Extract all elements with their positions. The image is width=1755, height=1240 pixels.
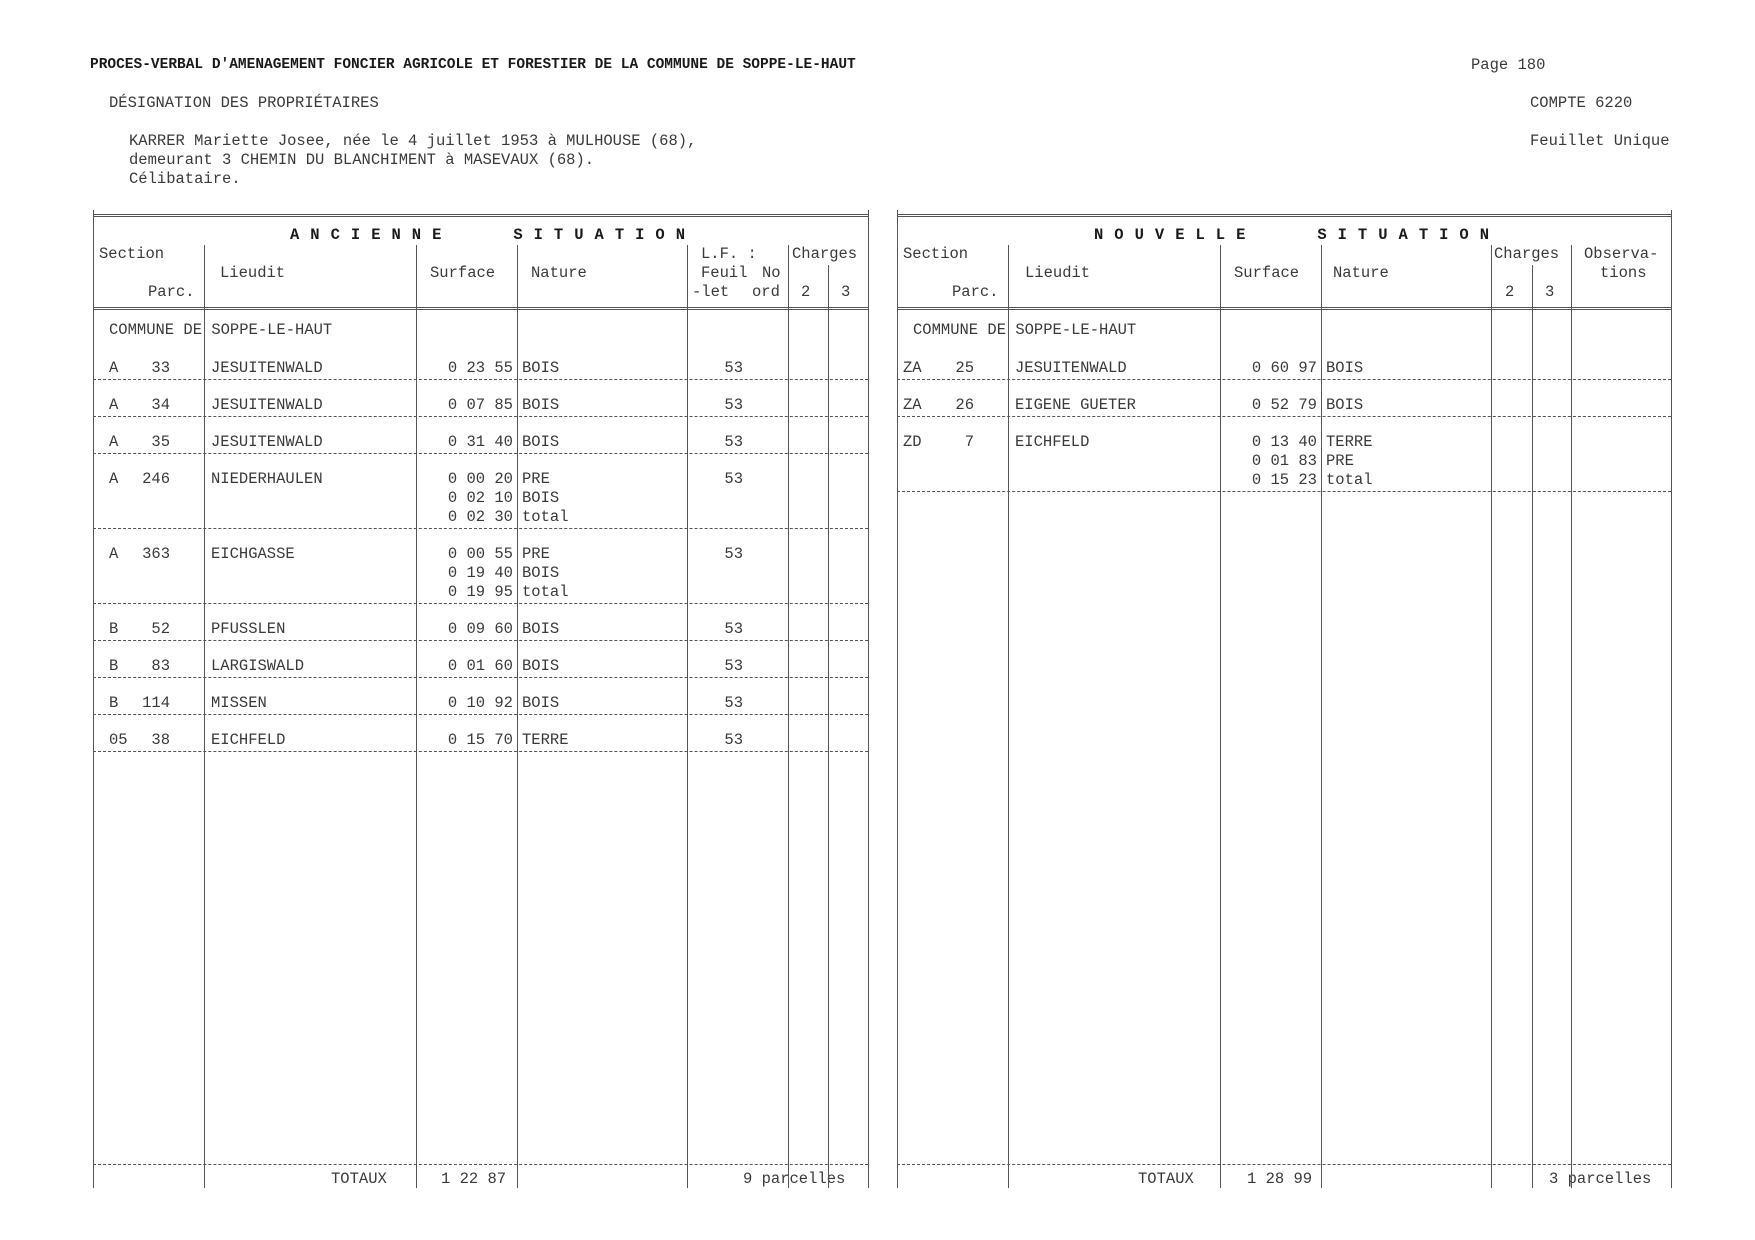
- ancienne-table-row-lieudit: PFUSSLEN: [211, 620, 286, 638]
- nouvelle-header-rule: [897, 307, 1671, 310]
- nouvelle-parc-header: Parc.: [952, 283, 999, 301]
- ancienne-col-line-3: [687, 245, 688, 1188]
- nouvelle-row-separator: [897, 491, 1671, 492]
- nouvelle-col-line-0: [1008, 245, 1009, 1188]
- ancienne-charges-header: Charges: [792, 245, 858, 263]
- feuillet-label: Feuillet Unique: [1530, 132, 1670, 150]
- page-number: Page 180: [1471, 56, 1546, 74]
- ancienne-row-separator: [93, 714, 868, 715]
- ancienne-table-row-lieudit: LARGISWALD: [211, 657, 305, 675]
- ancienne-table-row-feuillet: 53: [724, 657, 743, 675]
- nouvelle-title: NOUVELLE SITUATION: [1094, 226, 1501, 244]
- ancienne-nature-header: Nature: [531, 264, 587, 282]
- ancienne-table-row-nature: PRE: [522, 470, 550, 488]
- nouvelle-parcelles-count: 3 parcelles: [1549, 1170, 1652, 1188]
- ancienne-table-row-lieudit: EICHFELD: [211, 731, 286, 749]
- ancienne-row-separator: [93, 640, 868, 641]
- nouvelle-table-row-section: ZD: [903, 433, 922, 451]
- designation-heading: DÉSIGNATION DES PROPRIÉTAIRES: [109, 94, 379, 112]
- ancienne-table-row-surface: 0 02 30: [447, 508, 513, 526]
- nouvelle-lieudit-header: Lieudit: [1025, 264, 1091, 282]
- ancienne-table-row-nature: BOIS: [522, 564, 560, 582]
- ancienne-table-row-parc: 83: [151, 657, 170, 675]
- ancienne-table-row-surface: 0 00 55: [447, 545, 513, 563]
- nouvelle-commune: COMMUNE DE SOPPE-LE-HAUT: [913, 321, 1137, 339]
- ancienne-table-row-surface: 0 10 92: [447, 694, 513, 712]
- ancienne-table-row-nature: total: [522, 583, 569, 601]
- nouvelle-col-line-5: [1571, 245, 1572, 1188]
- nouvelle-table-row-surface: 0 52 79: [1251, 396, 1317, 414]
- ancienne-table-row-nature: BOIS: [522, 694, 560, 712]
- ancienne-ord-header: ord: [752, 283, 780, 301]
- ancienne-table-row-nature: BOIS: [522, 359, 560, 377]
- nouvelle-col-line-3: [1491, 245, 1492, 1188]
- ancienne-table-row-feuillet: 53: [724, 731, 743, 749]
- ancienne-row-separator: [93, 379, 868, 380]
- ancienne-table-row-section: A: [109, 396, 119, 414]
- ancienne-table-row-parc: 363: [142, 545, 170, 563]
- owner-line-2: demeurant 3 CHEMIN DU BLANCHIMENT à MASEVAUX (68).: [129, 151, 595, 169]
- ancienne-table-row-surface: 0 09 60: [447, 620, 513, 638]
- ancienne-lieudit-header: Lieudit: [220, 264, 286, 282]
- nouvelle-observations-header-2: tions: [1600, 264, 1647, 282]
- ancienne-let-header: -let: [692, 283, 730, 301]
- ancienne-feuil-header: Feuil: [701, 264, 748, 282]
- nouvelle-row-separator: [897, 416, 1671, 417]
- nouvelle-row-separator: [897, 379, 1671, 380]
- nouvelle-charges-header: Charges: [1494, 245, 1560, 263]
- ancienne-col-line-5: [828, 265, 829, 1188]
- ancienne-table-row-feuillet: 53: [724, 359, 743, 377]
- nouvelle-totaux-label: TOTAUX: [1138, 1170, 1194, 1188]
- ancienne-table-row-feuillet: 53: [724, 620, 743, 638]
- nouvelle-table-row-parc: 25: [955, 359, 974, 377]
- nouvelle-table-row-section: ZA: [903, 359, 922, 377]
- ancienne-table-row-nature: BOIS: [522, 396, 560, 414]
- ancienne-table-row-surface: 0 19 95: [447, 583, 513, 601]
- nouvelle-top-rule: [897, 214, 1671, 217]
- ancienne-table-row-nature: BOIS: [522, 620, 560, 638]
- nouvelle-surface-header: Surface: [1234, 264, 1300, 282]
- nouvelle-table-row-surface: 0 01 83: [1251, 452, 1317, 470]
- ancienne-table-row-lieudit: MISSEN: [211, 694, 267, 712]
- ancienne-table-row-parc: 246: [142, 470, 170, 488]
- nouvelle-section-header: Section: [903, 245, 969, 263]
- ancienne-table-row-parc: 34: [151, 396, 170, 414]
- nouvelle-border-1: [1671, 210, 1672, 1188]
- nouvelle-table-row-lieudit: JESUITENWALD: [1015, 359, 1127, 377]
- ancienne-table-row-parc: 38: [151, 731, 170, 749]
- ancienne-table-row-parc: 35: [151, 433, 170, 451]
- ancienne-table-row-surface: 0 19 40: [447, 564, 513, 582]
- nouvelle-table-row-parc: 7: [964, 433, 974, 451]
- nouvelle-table-row-section: ZA: [903, 396, 922, 414]
- ancienne-table-row-surface: 0 15 70: [447, 731, 513, 749]
- nouvelle-table-row-nature: TERRE: [1326, 433, 1373, 451]
- ancienne-col-line-4: [788, 245, 789, 1188]
- document-title: PROCES-VERBAL D'AMENAGEMENT FONCIER AGRICOLE ET FORESTIER DE LA COMMUNE DE SOPPE-LE-HAUT: [90, 57, 856, 73]
- ancienne-no-header: No: [762, 264, 781, 282]
- ancienne-row-separator: [93, 416, 868, 417]
- nouvelle-col-line-1: [1220, 245, 1221, 1188]
- ancienne-row-separator: [93, 751, 868, 752]
- ancienne-table-row-feuillet: 53: [724, 396, 743, 414]
- nouvelle-totaux-surface: 1 28 99: [1247, 1170, 1313, 1188]
- ancienne-parc-header: Parc.: [148, 283, 195, 301]
- ancienne-table-row-surface: 0 02 10: [447, 489, 513, 507]
- ancienne-table-row-feuillet: 53: [724, 545, 743, 563]
- nouvelle-table-row-nature: BOIS: [1326, 396, 1364, 414]
- ancienne-table-row-parc: 114: [142, 694, 170, 712]
- ancienne-table-row-nature: BOIS: [522, 657, 560, 675]
- ancienne-commune: COMMUNE DE SOPPE-LE-HAUT: [109, 321, 333, 339]
- ancienne-table-row-nature: total: [522, 508, 569, 526]
- ancienne-parcelles-count: 9 parcelles: [743, 1170, 846, 1188]
- ancienne-table-row-lieudit: NIEDERHAULEN: [211, 470, 323, 488]
- ancienne-table-row-section: A: [109, 359, 119, 377]
- ancienne-table-row-section: B: [109, 694, 119, 712]
- ancienne-row-separator: [93, 603, 868, 604]
- ancienne-col-line-2: [517, 245, 518, 1188]
- ancienne-table-row-nature: PRE: [522, 545, 550, 563]
- owner-line-3: Célibataire.: [129, 170, 241, 188]
- ancienne-table-row-lieudit: JESUITENWALD: [211, 359, 323, 377]
- nouvelle-table-row-parc: 26: [955, 396, 974, 414]
- ancienne-table-row-section: A: [109, 545, 119, 563]
- nouvelle-table-row-lieudit: EICHFELD: [1015, 433, 1090, 451]
- ancienne-totaux-surface: 1 22 87: [441, 1170, 507, 1188]
- ancienne-surface-header: Surface: [430, 264, 496, 282]
- ancienne-col-line-1: [416, 245, 417, 1188]
- ancienne-charge-3-header: 3: [841, 283, 851, 301]
- ancienne-table-row-section: B: [109, 620, 119, 638]
- nouvelle-table-row-surface: 0 15 23: [1251, 471, 1317, 489]
- ancienne-table-row-feuillet: 53: [724, 694, 743, 712]
- ancienne-title: ANCIENNE SITUATION: [290, 226, 697, 244]
- ancienne-top-rule: [93, 214, 868, 217]
- ancienne-header-rule: [93, 307, 868, 310]
- ancienne-table-row-lieudit: EICHGASSE: [211, 545, 295, 563]
- ancienne-table-row-section: B: [109, 657, 119, 675]
- ancienne-table-row-surface: 0 23 55: [447, 359, 513, 377]
- ancienne-charge-2-header: 2: [801, 283, 811, 301]
- nouvelle-table-row-nature: BOIS: [1326, 359, 1364, 377]
- ancienne-border-0: [93, 210, 94, 1188]
- ancienne-table-row-surface: 0 31 40: [447, 433, 513, 451]
- ancienne-table-row-section: 05: [109, 731, 128, 749]
- ancienne-lf-header: L.F. :: [701, 245, 757, 263]
- ancienne-table-row-surface: 0 01 60: [447, 657, 513, 675]
- ancienne-table-row-section: A: [109, 433, 119, 451]
- nouvelle-border-0: [897, 210, 898, 1188]
- nouvelle-table-row-surface: 0 13 40: [1251, 433, 1317, 451]
- nouvelle-table-row-surface: 0 60 97: [1251, 359, 1317, 377]
- nouvelle-table-row-lieudit: EIGENE GUETER: [1015, 396, 1136, 414]
- ancienne-table-row-nature: BOIS: [522, 433, 560, 451]
- nouvelle-table-row-nature: PRE: [1326, 452, 1354, 470]
- nouvelle-observations-header-1: Observa-: [1584, 245, 1659, 263]
- ancienne-totals-separator: [93, 1164, 868, 1165]
- ancienne-table-row-lieudit: JESUITENWALD: [211, 396, 323, 414]
- nouvelle-charge-3-header: 3: [1545, 283, 1555, 301]
- ancienne-table-row-feuillet: 53: [724, 433, 743, 451]
- ancienne-table-row-section: A: [109, 470, 119, 488]
- ancienne-border-1: [868, 210, 869, 1188]
- nouvelle-col-line-2: [1321, 245, 1322, 1188]
- ancienne-table-row-surface: 0 00 20: [447, 470, 513, 488]
- ancienne-table-row-nature: TERRE: [522, 731, 569, 749]
- nouvelle-nature-header: Nature: [1333, 264, 1389, 282]
- nouvelle-totals-separator: [897, 1164, 1671, 1165]
- ancienne-table-row-lieudit: JESUITENWALD: [211, 433, 323, 451]
- ancienne-totaux-label: TOTAUX: [331, 1170, 387, 1188]
- ancienne-row-separator: [93, 528, 868, 529]
- nouvelle-col-line-4: [1532, 265, 1533, 1188]
- ancienne-table-row-feuillet: 53: [724, 470, 743, 488]
- nouvelle-table-row-nature: total: [1326, 471, 1373, 489]
- ancienne-table-row-parc: 52: [151, 620, 170, 638]
- ancienne-row-separator: [93, 677, 868, 678]
- ancienne-table-row-surface: 0 07 85: [447, 396, 513, 414]
- ancienne-table-row-parc: 33: [151, 359, 170, 377]
- compte-number: COMPTE 6220: [1530, 94, 1633, 112]
- ancienne-table-row-nature: BOIS: [522, 489, 560, 507]
- nouvelle-charge-2-header: 2: [1505, 283, 1515, 301]
- owner-line-1: KARRER Mariette Josee, née le 4 juillet 1953 à MULHOUSE (68),: [129, 132, 697, 150]
- ancienne-col-line-0: [204, 245, 205, 1188]
- ancienne-section-header: Section: [99, 245, 165, 263]
- ancienne-row-separator: [93, 453, 868, 454]
